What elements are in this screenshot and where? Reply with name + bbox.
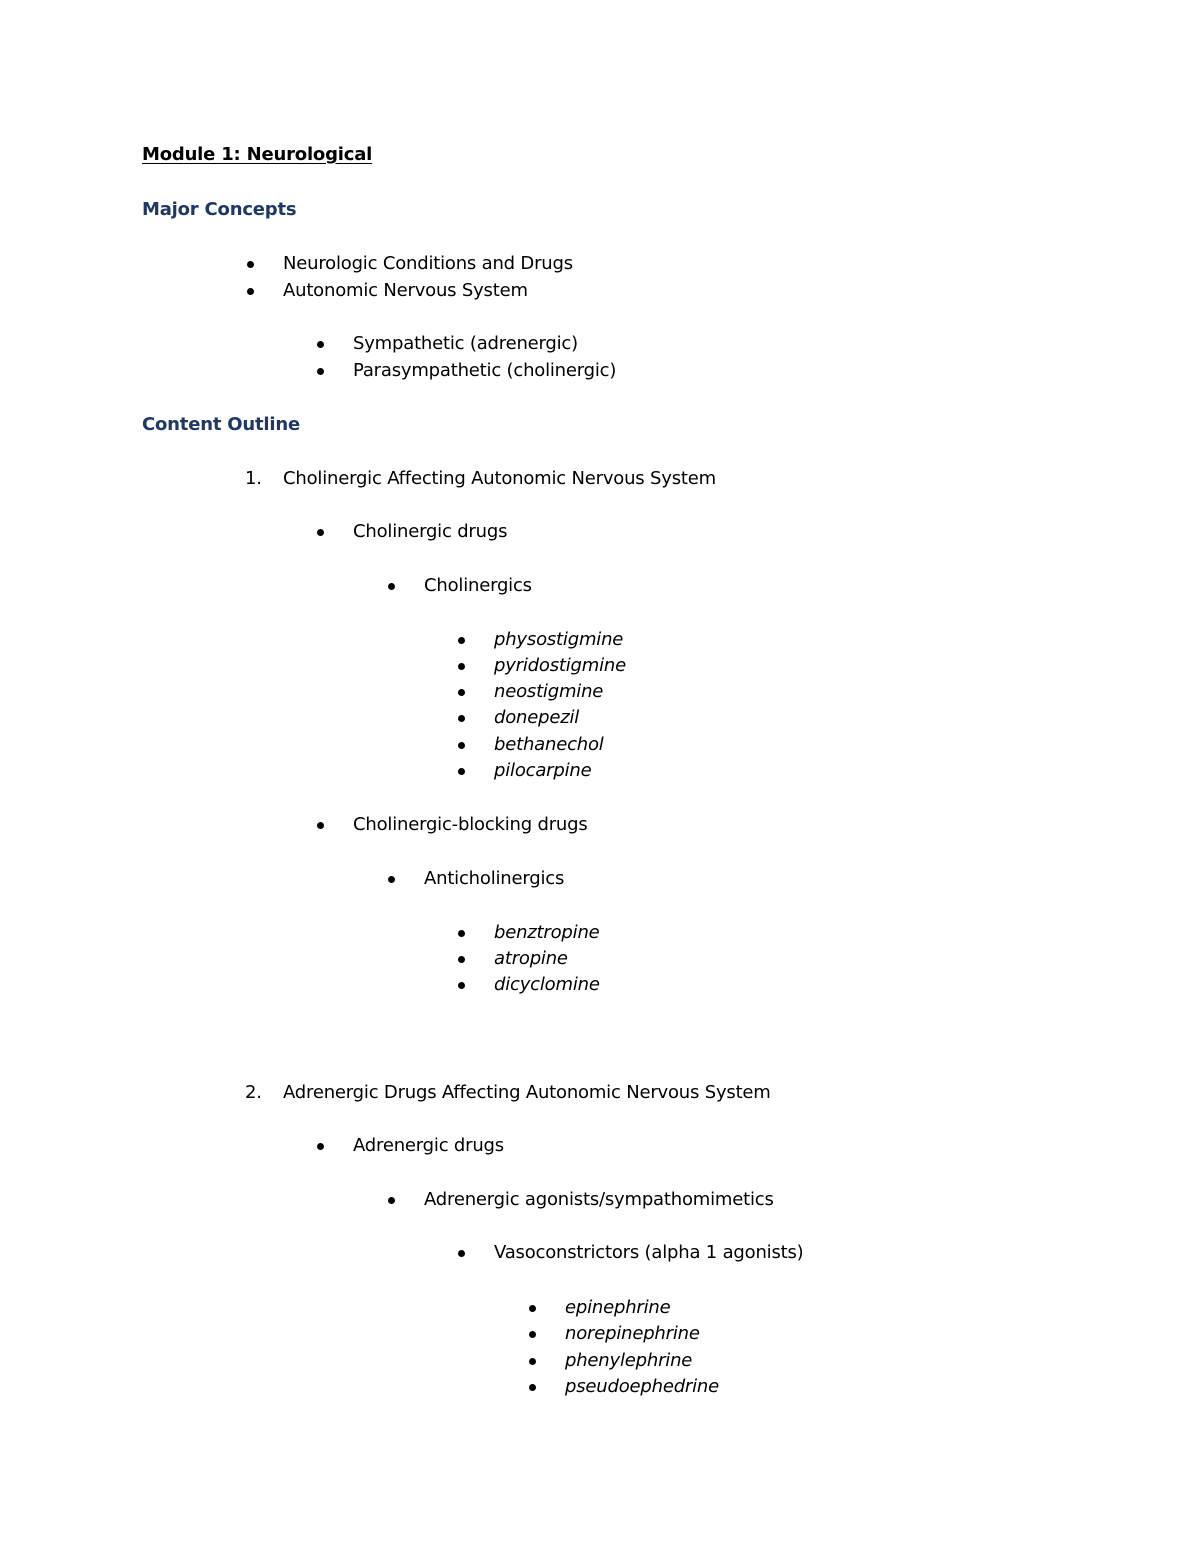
drug-name: norepinephrine <box>565 1323 700 1344</box>
bullet-icon <box>529 1358 536 1365</box>
bullet-icon <box>458 715 465 722</box>
drug-name: pseudoephedrine <box>565 1376 720 1397</box>
page-title: Module 1: Neurological <box>142 144 373 165</box>
bullet-icon <box>529 1305 536 1312</box>
bullet-icon <box>317 529 324 536</box>
section-number: 1. <box>245 468 262 489</box>
drug-group-label: Cholinergic-blocking drugs <box>353 814 588 835</box>
drug-name: benztropine <box>494 922 600 943</box>
section-label: Cholinergic Affecting Autonomic Nervous System <box>283 468 716 489</box>
major-concepts-heading: Major Concepts <box>142 199 297 220</box>
drug-name: donepezil <box>494 707 580 728</box>
concept-item: Autonomic Nervous System <box>283 280 528 301</box>
bullet-icon <box>317 1143 324 1150</box>
drug-name: pyridostigmine <box>494 655 626 676</box>
bullet-icon <box>458 637 465 644</box>
content-outline-heading: Content Outline <box>142 414 300 435</box>
drug-class-label: Cholinergics <box>424 575 532 596</box>
bullet-icon <box>247 288 254 295</box>
drug-name: phenylephrine <box>565 1350 693 1371</box>
drug-subclass-label: Vasoconstrictors (alpha 1 agonists) <box>494 1242 804 1263</box>
drug-name: bethanechol <box>494 734 604 755</box>
bullet-icon <box>458 930 465 937</box>
bullet-icon <box>458 768 465 775</box>
bullet-icon <box>317 822 324 829</box>
bullet-icon <box>529 1384 536 1391</box>
section-label: Adrenergic Drugs Affecting Autonomic Nervous System <box>283 1082 771 1103</box>
drug-name: neostigmine <box>494 681 604 702</box>
bullet-icon <box>529 1331 536 1338</box>
bullet-icon <box>458 663 465 670</box>
drug-name: epinephrine <box>565 1297 671 1318</box>
drug-group-label: Adrenergic drugs <box>353 1135 504 1156</box>
bullet-icon <box>458 982 465 989</box>
drug-class-label: Adrenergic agonists/sympathomimetics <box>424 1189 774 1210</box>
bullet-icon <box>247 261 254 268</box>
bullet-icon <box>458 742 465 749</box>
drug-class-label: Anticholinergics <box>424 868 565 889</box>
drug-name: pilocarpine <box>494 760 592 781</box>
section-number: 2. <box>245 1082 262 1103</box>
bullet-icon <box>458 1250 465 1257</box>
bullet-icon <box>317 341 324 348</box>
bullet-icon <box>458 956 465 963</box>
drug-name: physostigmine <box>494 629 624 650</box>
drug-name: atropine <box>494 948 568 969</box>
bullet-icon <box>388 1197 395 1204</box>
drug-name: dicyclomine <box>494 974 600 995</box>
concept-item: Neurologic Conditions and Drugs <box>283 253 573 274</box>
drug-group-label: Cholinergic drugs <box>353 521 508 542</box>
bullet-icon <box>388 583 395 590</box>
concept-sub-item: Parasympathetic (cholinergic) <box>353 360 617 381</box>
concept-sub-item: Sympathetic (adrenergic) <box>353 333 578 354</box>
bullet-icon <box>388 876 395 883</box>
bullet-icon <box>458 689 465 696</box>
bullet-icon <box>317 368 324 375</box>
